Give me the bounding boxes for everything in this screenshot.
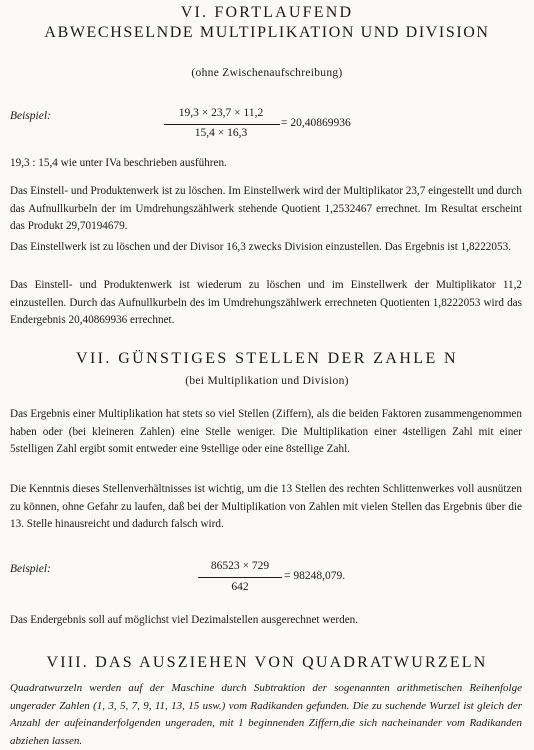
section-7-example-numerator: 86523 × 729: [210, 560, 270, 572]
section-6-example-numerator: 19,3 × 23,7 × 11,2: [178, 107, 264, 119]
section-6-title-line1: VI. FORTLAUFEND: [180, 4, 354, 21]
section-6-title-line2: ABWECHSELNDE MULTIPLIKATION UND DIVISION: [44, 24, 490, 41]
section-6-paragraph-3: Das Einstellwerk ist zu löschen und der Divisor 16,3 zwecks Division einzustellen. Das Ergebnis ist 1,8222053.: [10, 241, 511, 253]
section-7-paragraph-3: Das Endergebnis soll auf möglichst viel Dezimalstellen ausgerechnet werden.: [10, 614, 359, 626]
section-7-title: VII. GÜNSTIGES STELLEN DER ZAHLE N: [75, 350, 458, 367]
fraction-bar: [198, 577, 282, 578]
section-7-paragraph-2: Die Kenntnis dieses Stellenverhältnisses ist wichtig, um die 13 Stellen des rechten Schlittenwerkes voll ausnützen zu können, ohne Gefahr zu laufen, daß bei der Multiplikation von Zahlen mit vielen Stellen das Ergebnis über die 13. Stelle hinausreicht und dadurch falsch wird.: [10, 483, 522, 530]
section-8-paragraph-1: Quadratwurzeln werden auf der Maschine durch Subtraktion der sogenannten arithmetischen Reihenfolge ungerader Zahlen (1, 3, 5, 7, 9, 11, 13, 15 usw.) vom Radikanden gefunden. Die zu suchende Wurzel ist gleich der Anzahl der aufeinanderfolgenden ungeraden, mit 1 beginnenden Ziffern,die sich nacheinander vom Radikanden abziehen lassen.: [10, 682, 522, 747]
section-6-example-denominator: 15,4 × 16,3: [194, 127, 248, 139]
section-6-example-label: Beispiel:: [10, 110, 51, 122]
section-7-example-label: Beispiel:: [10, 563, 51, 575]
section-6-paragraph-2: Das Einstell- und Produktenwerk ist zu löschen. Im Einstellwerk wird der Multiplikator 23,7 eingestellt und durch das Aufnullkurbeln der im Umdrehungszählwerk stehende Quotient 1,2532467 errechnet. Im Resultat erscheint das Produkt 29,70194679.: [10, 185, 522, 232]
section-6-paragraph-4: Das Einstell- und Produktenwerk ist wiederum zu löschen und im Einstellwerk der Multiplikator 11,2 einzustellen. Durch das Aufnullkurbeln des im Umdrehungszählwerk errechneten Quotienten 1,8222053 wird das Endergebnis 20,40869936 errechnet.: [10, 279, 522, 326]
section-8-title: VIII. DAS AUSZIEHEN VON QUADRATWURZELN: [46, 654, 488, 671]
section-6-example-result: = 20,40869936: [281, 117, 351, 129]
section-6-paragraph-1: 19,3 : 15,4 wie unter IVa beschrieben ausführen.: [10, 157, 227, 169]
section-7-example-result: = 98248,079.: [284, 570, 346, 582]
section-7-subtitle: (bei Multiplikation und Division): [185, 375, 349, 387]
section-6-subtitle: (ohne Zwischenaufschreibung): [191, 67, 343, 79]
section-7-paragraph-1: Das Ergebnis einer Multiplikation hat stets so viel Stellen (Ziffern), als die beiden Faktoren zusammengenommen haben oder (bei kleineren Zahlen) eine Stelle weniger. Die Multiplikation einer 4stelligen Zahl mit einer 5stelligen Zahl ergibt somit entweder eine 9stellige oder eine 8stellige Zahl.: [10, 408, 522, 455]
section-7-example-denominator: 642: [231, 581, 249, 593]
fraction-bar: [164, 124, 280, 125]
